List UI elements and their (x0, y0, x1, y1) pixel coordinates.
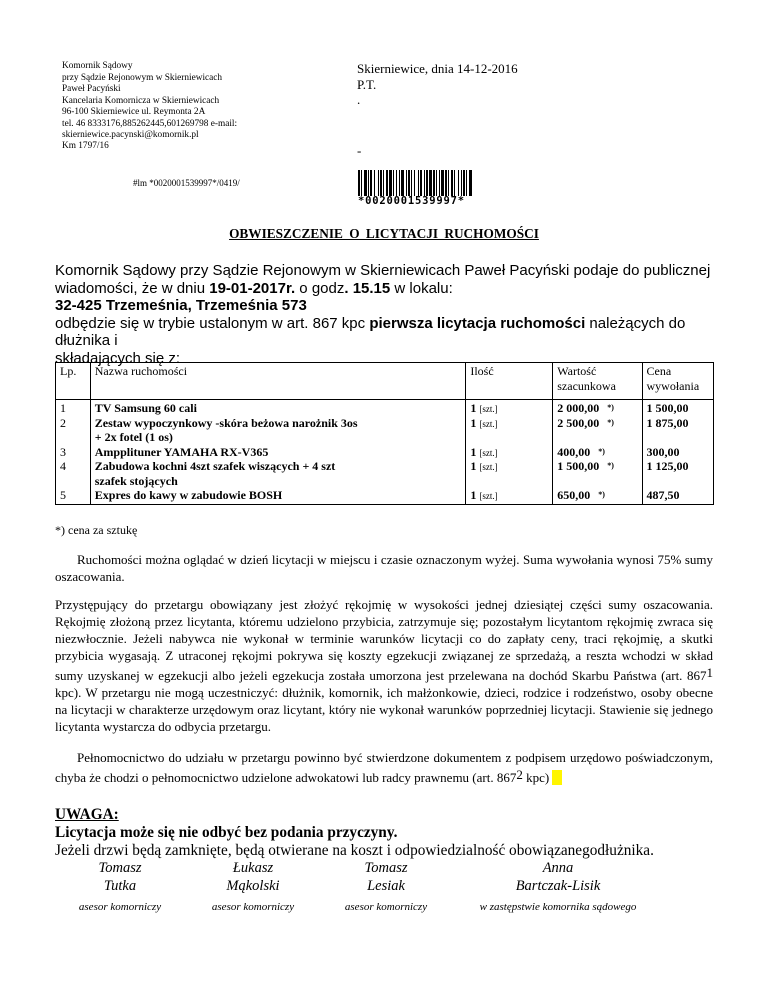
sender-email: skierniewice.pacynski@komornik.pl (62, 130, 199, 140)
lp-cell: 1 2 3 4 5 (56, 400, 91, 505)
document-title: OBWIESZCZENIE O LICYTACJI RUCHOMOŚCI (229, 226, 539, 241)
auction-location: 32-425 Trzemeśnia, Trzemeśnia 573 (55, 297, 307, 314)
intro-line: składających się z: (55, 349, 181, 367)
sender-line: Kancelaria Komornicza w Skierniewicach (62, 95, 220, 106)
intro-line: odbędzie się w trybie ustalonym w art. 867 kpc pierwsza licytacja ruchomości należących do dłużnika i (55, 314, 686, 349)
sender-line: przy Sądzie Rejonowym w Skierniewicach (62, 72, 223, 83)
reference-code: #lm *0020001539997*/0419/ (133, 178, 240, 188)
intro-line: Komornik Sądowy przy Sądzie Rejonowym w Skierniewicach Paweł Pacyński podaje do publicznej (55, 262, 711, 279)
barcode-number: *0020001539997* (358, 195, 465, 207)
header-price: Cena wywołania (642, 363, 714, 400)
notice-line: Jeżeli drzwi będą zamknięte, będą otwierane na koszt i odpowiedzialność obowiązanegodłużnika. (55, 842, 654, 859)
auction-type: pierwsza licytacja ruchomości (369, 314, 586, 332)
case-number: Km 1797/16 (62, 141, 109, 151)
intro-line: wiadomości, że w dniu 19-01-2017r. o godz. 15.15 w lokalu: (55, 279, 453, 297)
addressee-dot: . (357, 92, 361, 107)
viewing-paragraph: Ruchomości można oglądać w dzień licytacji w miejscu i czasie oznaczonym wyżej. Suma wywołania wynosi 75% sumy oszacowania. (55, 552, 713, 584)
price-cell: 1 500,00 1 875,00 300,00 1 125,00 487,50 (642, 400, 714, 505)
addressee-dash: - (357, 143, 362, 158)
sender-block (62, 61, 237, 142)
sender-line: 96-100 Skierniewice ul. Reymonta 2A (62, 107, 206, 117)
barcode (358, 170, 564, 206)
notice-line: Licytacja może się nie odbyć bez podania przyczyny. (55, 824, 398, 841)
signature: Tomasz Lesiak asesor komorniczy (344, 860, 428, 913)
header-name: Nazwa ruchomości (90, 363, 466, 400)
table-header-row (56, 363, 714, 400)
signature: Łukasz Mąkolski asesor komorniczy (211, 860, 295, 913)
signature: Tomasz Tutka asesor komorniczy (78, 860, 162, 913)
header-lp: Lp. (56, 363, 91, 400)
signature: Anna Bartczak-Lisik w zastępstwie komornika sądowego (479, 860, 637, 913)
auction-date: 19-01-2017r. (209, 279, 296, 297)
table-row (56, 400, 714, 505)
barcode-bars (358, 170, 564, 196)
place-date-block (357, 61, 518, 108)
notice-block (55, 806, 654, 860)
deposit-paragraph: Przystępujący do przetargu obowiązany jest złożyć rękojmię w wysokości jednej dziesiątej części sumy oszacowania. Rękojmię złożoną przez licytanta, któremu udzielono przybicia, zatrzymuje się; pozostałym licytantom rękojmię zwraca się niezwłocznie. Jeżeli nabywca nie wykonał w terminie warunków licytacji co do zapłaty ceny, traci rękojmię, a skutki przybicia wygasają. Z utraconej rękojmi pokrywa się koszty egzekucji związanej ze sprzedażą, a reszta wchodzi w skład sumy uzyskanej w egzekucji albo jeżeli egzekucja została umorzona jest przelewana na dochód Skarbu Państwa (art. 8671 kpc). W przetargu nie mogą uczestniczyć: dłużnik, komornik, ich małżonkowie, dzieci, rodzice i rodzeństwo, osoby obecne na licytacji w charakterze urzędowym oraz licytant, który nie wykonał warunków poprzedniej licytacji. Stawienie się jednego licytanta wystarcza do odbycia przetargu. (55, 597, 713, 734)
proxy-paragraph: Pełnomocnictwo do udziału w przetargu powinno być stwierdzone dokumentem z podpisem urzędowo poświadczonym, chyba że chodzi o pełnomocnictwo udzielone adwokatowi lub radcy prawnemu (art. 8672 kpc) (55, 750, 713, 785)
auction-time: . 15.15 (344, 279, 391, 297)
qty-cell: 1 [szt.] 1 [szt.] 1 [szt.] 1 [szt.] 1 [szt.] (466, 400, 553, 505)
header-qty: Ilość (466, 363, 553, 400)
price-note: *) cena za sztukę (55, 523, 138, 537)
sender-line: Komornik Sądowy (62, 61, 133, 71)
notice-heading: UWAGA: (55, 806, 119, 823)
place-date: Skierniewice, dnia 14-12-2016 (357, 61, 518, 76)
barcode-bar (472, 170, 473, 196)
name-cell: TV Samsung 60 cali Zestaw wypoczynkowy -skóra beżowa narożnik 3os + 2x fotel (1 os) Ampplituner YAMAHA RX-V365 Zabudowa kochni 4szt szafek wiszących + 4 szt szafek stojących Expres do kawy w zabudowie BOSH (90, 400, 466, 505)
sender-line: Paweł Pacyński (62, 84, 121, 94)
header-value: Wartość szacunkowa (553, 363, 642, 400)
highlight-mark (552, 770, 562, 785)
value-cell: 2 000,00 *) 2 500,00 *) 400,00 *) 1 500,00 *) 650,00 *) (553, 400, 642, 505)
intro-text (55, 262, 715, 367)
sender-line: tel. 46 8333176,885262445,601269798 e-mail: (62, 118, 238, 129)
addressee: P.T. (357, 76, 377, 92)
items-table (55, 362, 714, 505)
